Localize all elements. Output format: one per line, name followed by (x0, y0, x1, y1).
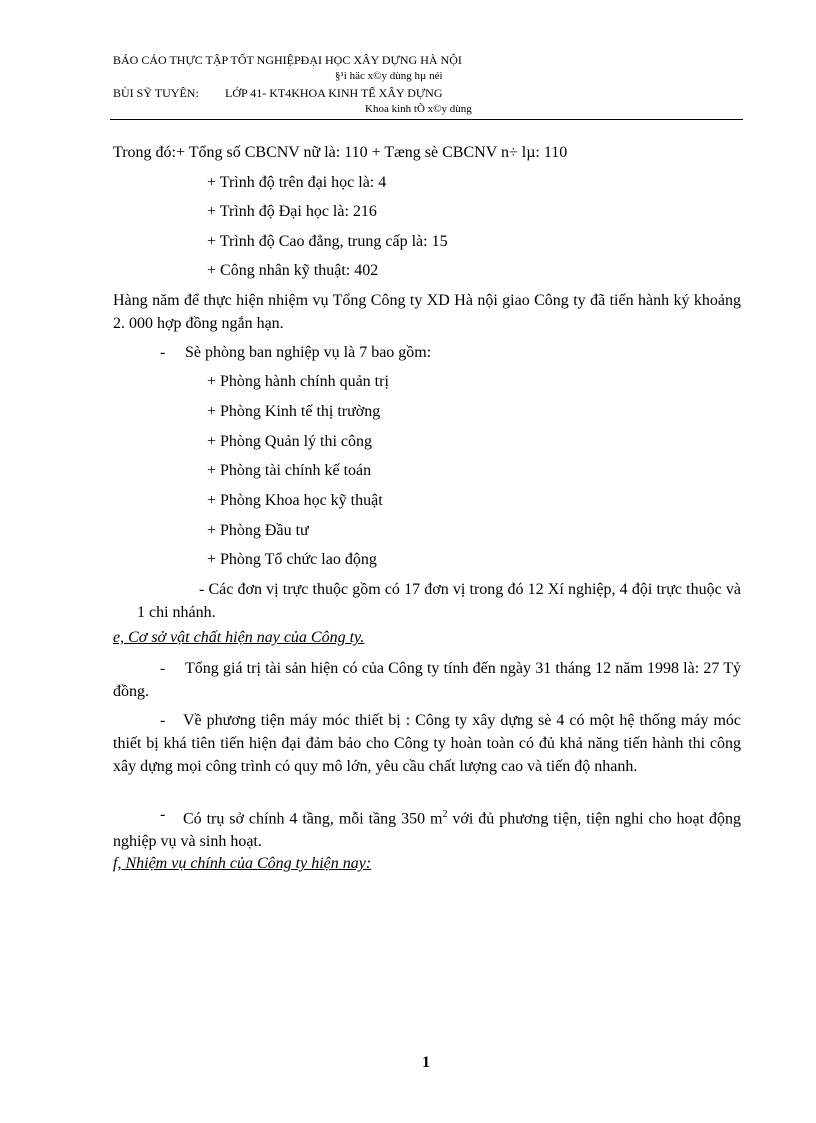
list-dash: - (160, 712, 166, 729)
header-faculty: Khoa kinh tÕ x©y dùng (365, 103, 472, 115)
header-author: BÙI SỸ TUYÊN: (113, 86, 199, 100)
staff-item: + Trình độ trên đại học là: 4 (207, 174, 387, 191)
department-item: + Phòng Khoa học kỹ thuật (207, 492, 383, 509)
list-dash: - (160, 806, 166, 823)
list-dash: - (160, 660, 166, 677)
contracts-paragraph: Hàng năm để thực hiện nhiệm vụ Tổng Công ty XD Hà nội giao Công ty đã tiến hành ký khoảng 2. 000 hợp đồng ngắn hạn. (113, 292, 741, 332)
staff-item: + Công nhân kỹ thuật: 402 (207, 262, 379, 279)
superscript-two: 2 (442, 809, 448, 820)
header-title: BÁO CÁO THỰC TẬP TỐT NGHIỆPĐẠI HỌC XÂY DỰNG HÀ NỘI (113, 53, 462, 67)
staff-item: + Trình độ Cao đẳng, trung cấp là: 15 (207, 233, 448, 250)
department-item: + Phòng Đầu tư (207, 522, 309, 539)
department-item: + Phòng Tổ chức lao động (207, 551, 377, 568)
header-rule (110, 119, 743, 120)
equipment-paragraph: Về phương tiện máy móc thiết bị : Công ty xây dựng sè 4 có một hệ thống máy móc thiết bị khá tiên tiến hiện đại đảm bảo cho Công ty hoàn toàn có đủ khả năng tiến hành thi công xây dựng mọi công trình có quy mô lớn, yêu cầu chất lượng cao và tiến độ nhanh. (113, 712, 741, 775)
assets-paragraph: Tổng giá trị tài sản hiện có của Công ty tính đến ngày 31 tháng 12 năm 1998 là: 27 Tỷ đồng. (113, 660, 741, 700)
department-item: + Phòng hành chính quản trị (207, 373, 389, 390)
staff-item: + Trình độ Đại học là: 216 (207, 203, 377, 220)
page-number: 1 (422, 1054, 430, 1071)
intro-line: Trong đó:+ Tổng số CBCNV nữ là: 110 + Tæng sè CBCNV n÷ lµ: 110 (113, 144, 568, 161)
office-text-start: Có trụ sở chính 4 tầng, mỗi tầng 350 m (183, 810, 443, 828)
office-text-end: với đủ phương tiện, tiện nghi cho hoạt động nghiệp vụ và sinh hoạt. (113, 810, 742, 851)
header-subtitle: §¹i häc x©y dùng hµ néi (335, 70, 443, 82)
office-paragraph (113, 803, 741, 853)
departments-intro: Sè phòng ban nghiệp vụ là 7 bao gồm: (185, 344, 432, 361)
department-item: + Phòng tài chính kế toán (207, 462, 372, 479)
units-paragraph: - Các đơn vị trực thuộc gồm có 17 đơn vị trong đó 12 Xí nghiệp, 4 đội trực thuộc và 1 chi nhánh. (137, 581, 741, 621)
section-heading-e: e, Cơ sở vật chất hiện nay của Công ty. (113, 629, 365, 646)
list-dash: - (160, 344, 166, 361)
section-heading-f: f, Nhiệm vụ chính của Công ty hiện nay: (113, 855, 372, 872)
header-class: LỚP 41- KT4KHOA KINH TẾ XÂY DỰNG (225, 86, 443, 100)
department-item: + Phòng Kinh tế thị trường (207, 403, 381, 420)
department-item: + Phòng Quản lý thi công (207, 433, 373, 450)
